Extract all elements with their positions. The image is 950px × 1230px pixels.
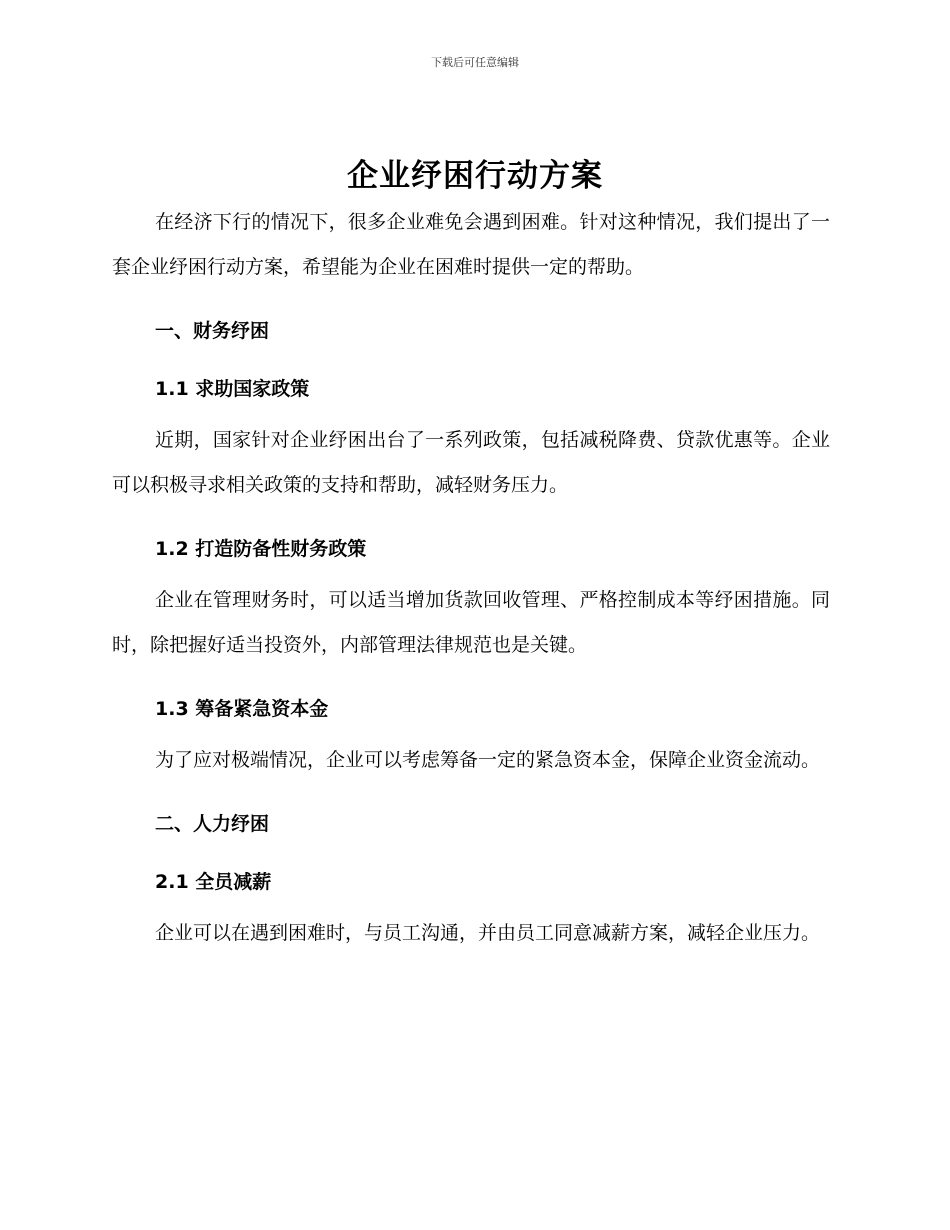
document-body — [112, 200, 830, 968]
subsection-1-2-text: 企业在管理财务时，可以适当增加货款回收管理、严格控制成本等纾困措施。同时，除把握好适当投资外，内部管理法律规范也是关键。 — [112, 589, 830, 656]
subsection-2-1-text: 企业可以在遇到困难时，与员工沟通，并由员工同意减薪方案，减轻企业压力。 — [155, 922, 821, 944]
subsection-1-1-heading: 1.1 求助国家政策 — [155, 378, 310, 400]
header-note: 下载后可任意编辑 — [431, 56, 519, 69]
subsection-1-3-heading: 1.3 筹备紧急资本金 — [155, 698, 329, 720]
intro-paragraph: 在经济下行的情况下，很多企业难免会遇到困难。针对这种情况，我们提出了一套企业纾困行动方案，希望能为企业在困难时提供一定的帮助。 — [112, 211, 830, 278]
subsection-2-1-heading: 2.1 全员减薪 — [155, 871, 272, 893]
document-title: 企业纾困行动方案 — [347, 158, 603, 194]
subsection-1-2-heading: 1.2 打造防备性财务政策 — [155, 538, 367, 560]
section-1-heading: 一、财务纾困 — [155, 320, 270, 342]
section-2-heading: 二、人力纾困 — [155, 813, 270, 835]
subsection-1-3-text: 为了应对极端情况，企业可以考虑筹备一定的紧急资本金，保障企业资金流动。 — [155, 749, 821, 771]
subsection-1-1-text: 近期，国家针对企业纾困出台了一系列政策，包括减税降费、贷款优惠等。企业可以积极寻求相关政策的支持和帮助，减轻财务压力。 — [112, 429, 830, 496]
